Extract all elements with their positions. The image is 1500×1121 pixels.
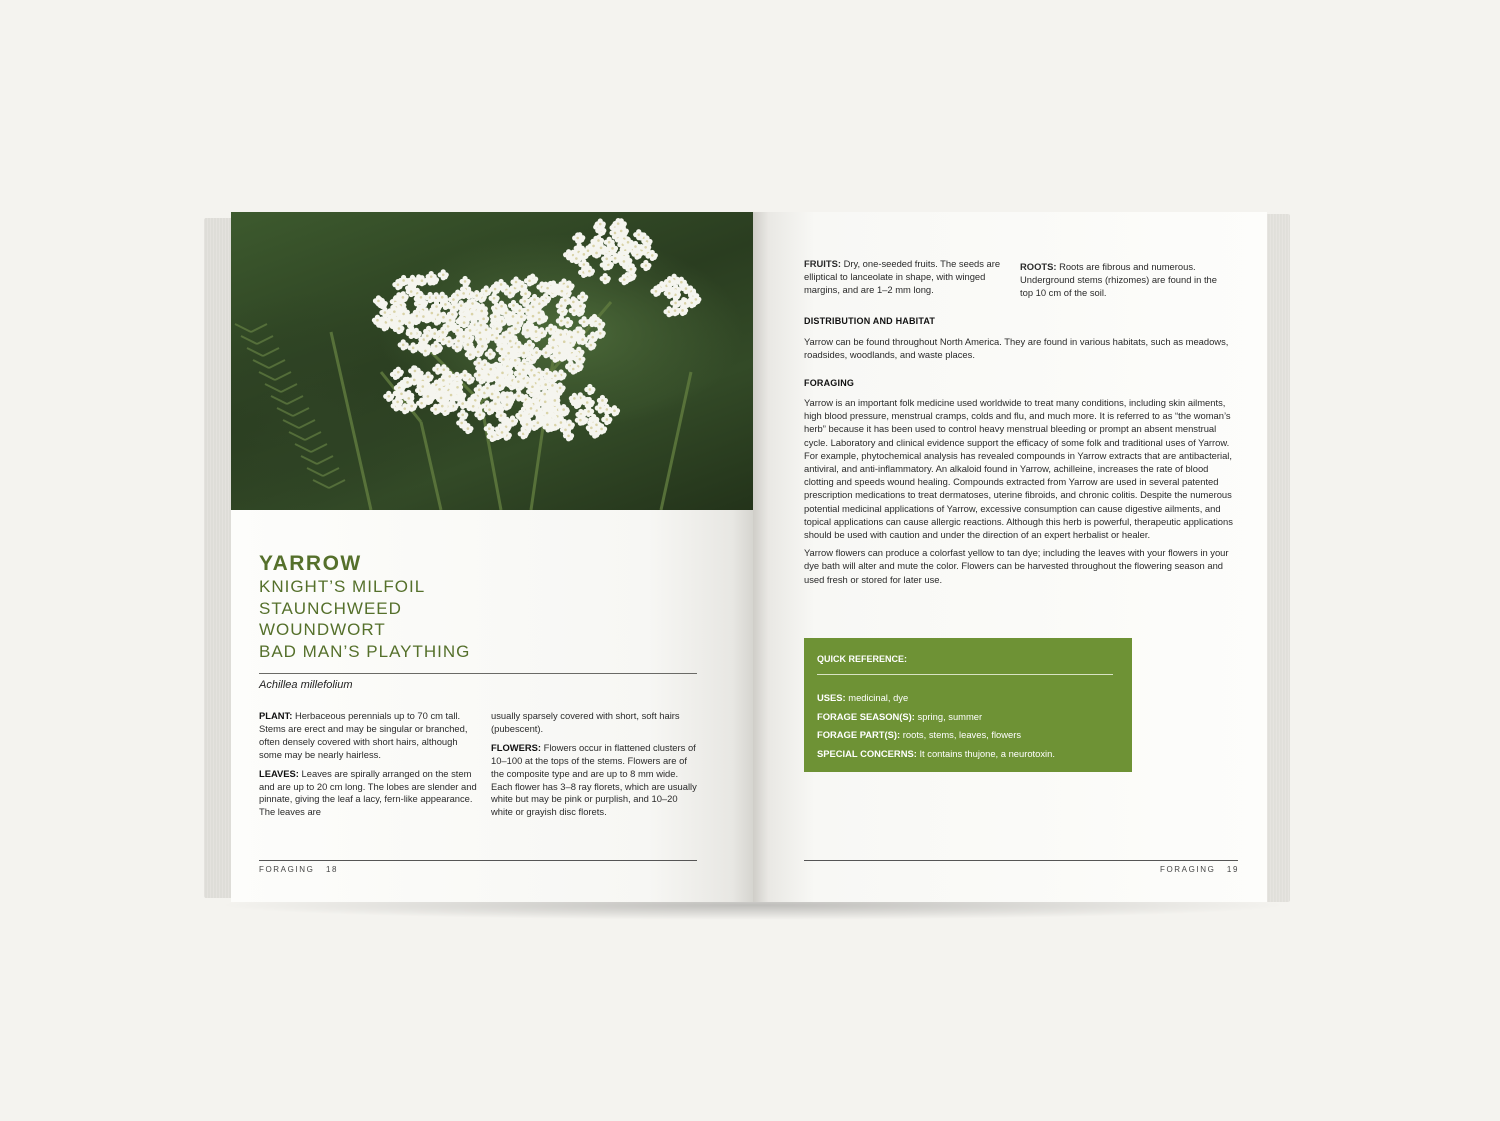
foraging-heading: FORAGING — [804, 378, 855, 388]
yarrow-photo — [231, 212, 753, 510]
flowers-label: FLOWERS: — [491, 741, 541, 753]
left-page — [231, 212, 753, 902]
leaves-label: LEAVES: — [259, 767, 299, 779]
flowers-paragraph — [491, 742, 697, 819]
description-column-2 — [491, 710, 697, 825]
common-name: YARROW — [259, 552, 362, 575]
page-footer-right — [1160, 865, 1239, 874]
page-edges-left — [204, 218, 234, 898]
uses-row — [817, 689, 1055, 708]
plant-paragraph — [259, 710, 481, 762]
season-label: FORAGE SEASON(S): — [817, 710, 915, 722]
alt-name: KNIGHT’S MILFOIL — [259, 577, 426, 596]
quick-reference-box — [804, 638, 1132, 772]
fruits-label: FRUITS: — [804, 258, 841, 269]
uses-label: USES: — [817, 692, 846, 703]
footer-divider — [804, 860, 1238, 861]
title-divider — [259, 673, 697, 674]
parts-row — [817, 726, 1055, 745]
scientific-name: Achillea millefolium — [259, 679, 353, 691]
distribution-text: Yarrow can be found throughout North America. They are found in various habitats, such as meadows, roadsides, woodlands, and waste places. — [804, 336, 1229, 361]
roots-label: ROOTS: — [1020, 261, 1057, 272]
right-page — [753, 212, 1267, 902]
leaves-paragraph — [259, 768, 481, 820]
quick-reference-divider — [817, 674, 1113, 675]
footer-section: FORAGING — [1159, 865, 1216, 874]
quick-reference-title: QUICK REFERENCE: — [817, 654, 908, 664]
roots-text: Roots are fibrous and numerous. Underground stems (rhizomes) are found in the top 10 cm of the soil. — [1020, 261, 1217, 299]
fruits-block — [804, 257, 1004, 297]
uses-value: medicinal, dye — [848, 692, 909, 703]
season-row — [817, 708, 1055, 727]
foraging-paragraph-1: Yarrow is an important folk medicine used worldwide to treat many conditions, including skin ailments, high blood pressure, menstrual cramps, colds and flu, and much more. It is referred to as “the woman’s herb” because it has been used to control heavy menstrual bleeding or prompt an absent menstrual cycle. Laboratory and clinical evidence support the efficacy of some folk and traditional uses of Yarrow. For example, phytochemical analysis has revealed compounds in Yarrow extracts that are antibacterial, antiviral, and anti-inflammatory. An alkaloid found in Yarrow, achilleine, increases the rate of blood clotting and speeds wound healing. Compounds extracted from Yarrow are used in several patented prescription medications to treat dermatoses, uterine fibroids, and chronic colitis. Despite the numerous potential medicinal applications of Yarrow, excessive consumption can cause digestive ailments, and topical applications can cause allergic reactions. Although this herb is powerful, therapeutic applications should be used with caution and under the direction of an expert herbalist or healer. — [804, 397, 1233, 541]
alt-name: STAUNCHWEED — [259, 598, 402, 618]
alt-name: WOUNDWORT — [259, 620, 386, 639]
parts-value: roots, stems, leaves, flowers — [902, 729, 1022, 740]
plant-label: PLANT: — [259, 710, 293, 721]
flowers-text: Flowers occur in flattened clusters of 10–100 at the tops of the stems. Flowers are of the composite type and are up to 8 mm wide. Each flower has 3–8 ray florets, which are usually white but may be pink or purplish, and 10–20 white or grayish disc florets. — [491, 741, 697, 818]
fruits-text: Dry, one-seeded fruits. The seeds are elliptical to lanceolate in shape, with winged margins, and are 1–2 mm long. — [804, 258, 1001, 296]
leaves-text: Leaves are spirally arranged on the stem and are up to 20 cm long. The lobes are slender and pinnate, giving the leaf a lacy, fern-like appearance. The leaves are — [259, 767, 477, 818]
plant-text: Herbaceous perennials up to 70 cm tall. Stems are erect and may be singular or branched, often densely covered with short hairs, although some may be nearly hairless. — [259, 710, 468, 760]
distribution-heading: DISTRIBUTION AND HABITAT — [804, 316, 936, 326]
parts-label: FORAGE PART(S): — [817, 729, 901, 740]
concerns-value: It contains thujone, a neurotoxin. — [919, 747, 1055, 759]
roots-block — [1020, 260, 1232, 300]
foraging-text — [804, 396, 1234, 591]
plant-names — [259, 552, 470, 662]
page-number: 19 — [1226, 865, 1239, 874]
concerns-label: SPECIAL CONCERNS: — [817, 747, 917, 759]
footer-divider — [259, 860, 697, 861]
footer-section: FORAGING — [259, 865, 315, 874]
leaves-continued: usually sparsely covered with short, soft hairs (pubescent). — [491, 710, 680, 734]
season-value: spring, summer — [917, 710, 983, 722]
yarrow-flower-illustration — [231, 212, 753, 510]
description-column-1 — [259, 710, 481, 825]
foraging-paragraph-2: Yarrow flowers can produce a colorfast yellow to tan dye; including the leaves with your flowers in your dye bath will alter and mute the color. Flowers can be harvested throughout the flowering season and used fresh or stored for later use. — [804, 547, 1229, 585]
page-number: 18 — [325, 865, 339, 874]
page-footer-left — [259, 865, 338, 874]
quick-reference-list — [817, 689, 1055, 763]
concerns-row — [817, 745, 1055, 764]
alt-name: BAD MAN’S PLAYTHING — [259, 641, 471, 661]
